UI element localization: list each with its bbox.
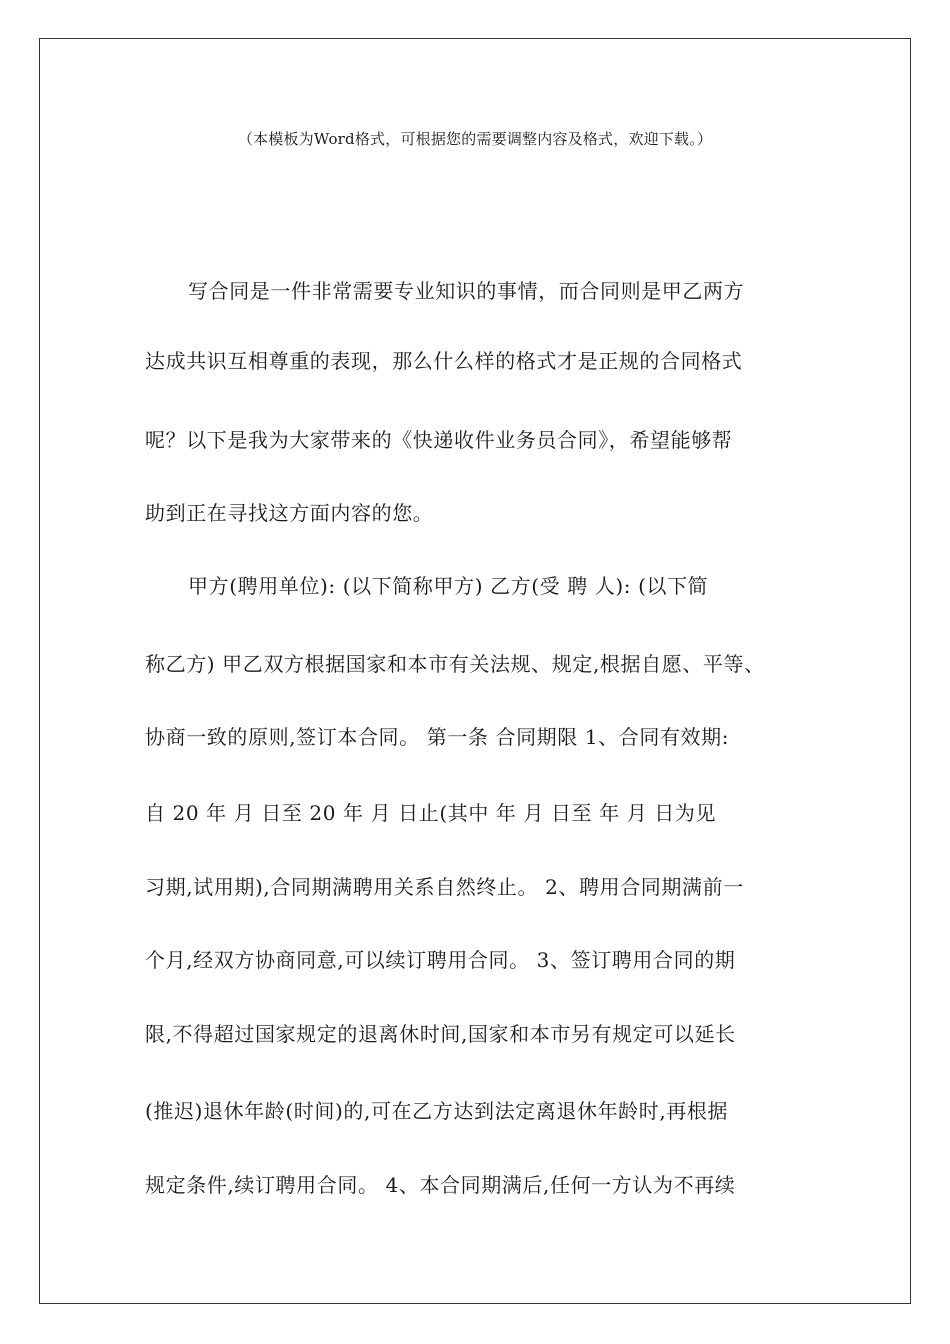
body-line-12: (推迟)退休年龄(时间)的,可在乙方达到法定离退休年龄时,再根据 <box>145 1099 729 1123</box>
body-line-9: 习期,试用期),合同期满聘用关系自然终止。 2、聘用合同期满前一 <box>145 875 744 899</box>
body-line-8: 自 20 年 月 日至 20 年 月 日止(其中 年 月 日至 年 月 日为见 <box>145 801 717 825</box>
body-line-7: 协商一致的原则,签订本合同。 第一条 合同期限 1、合同有效期: <box>145 725 730 749</box>
body-line-2: 达成共识互相尊重的表现，那么什么样的格式才是正规的合同格式 <box>145 349 743 373</box>
body-line-5: 甲方(聘用单位): (以下简称甲方) 乙方(受 聘 人): (以下简 <box>188 574 709 598</box>
body-line-10: 个月,经双方协商同意,可以续订聘用合同。 3、签订聘用合同的期 <box>145 948 736 972</box>
body-line-1: 写合同是一件非常需要专业知识的事情，而合同则是甲乙两方 <box>188 279 745 303</box>
body-line-6: 称乙方) 甲乙双方根据国家和本市有关法规、规定,根据自愿、平等、 <box>145 652 765 676</box>
body-line-11: 限,不得超过国家规定的退离休时间,国家和本市另有规定可以延长 <box>145 1022 736 1046</box>
template-note: （本模板为Word格式，可根据您的需要调整内容及格式，欢迎下载。） <box>237 130 713 148</box>
body-line-13: 规定条件,续订聘用合同。 4、本合同期满后,任何一方认为不再续 <box>145 1173 736 1197</box>
body-line-3: 呢？以下是我为大家带来的《快递收件业务员合同》，希望能够帮 <box>145 428 733 452</box>
body-line-4: 助到正在寻找这方面内容的您。 <box>145 501 434 525</box>
